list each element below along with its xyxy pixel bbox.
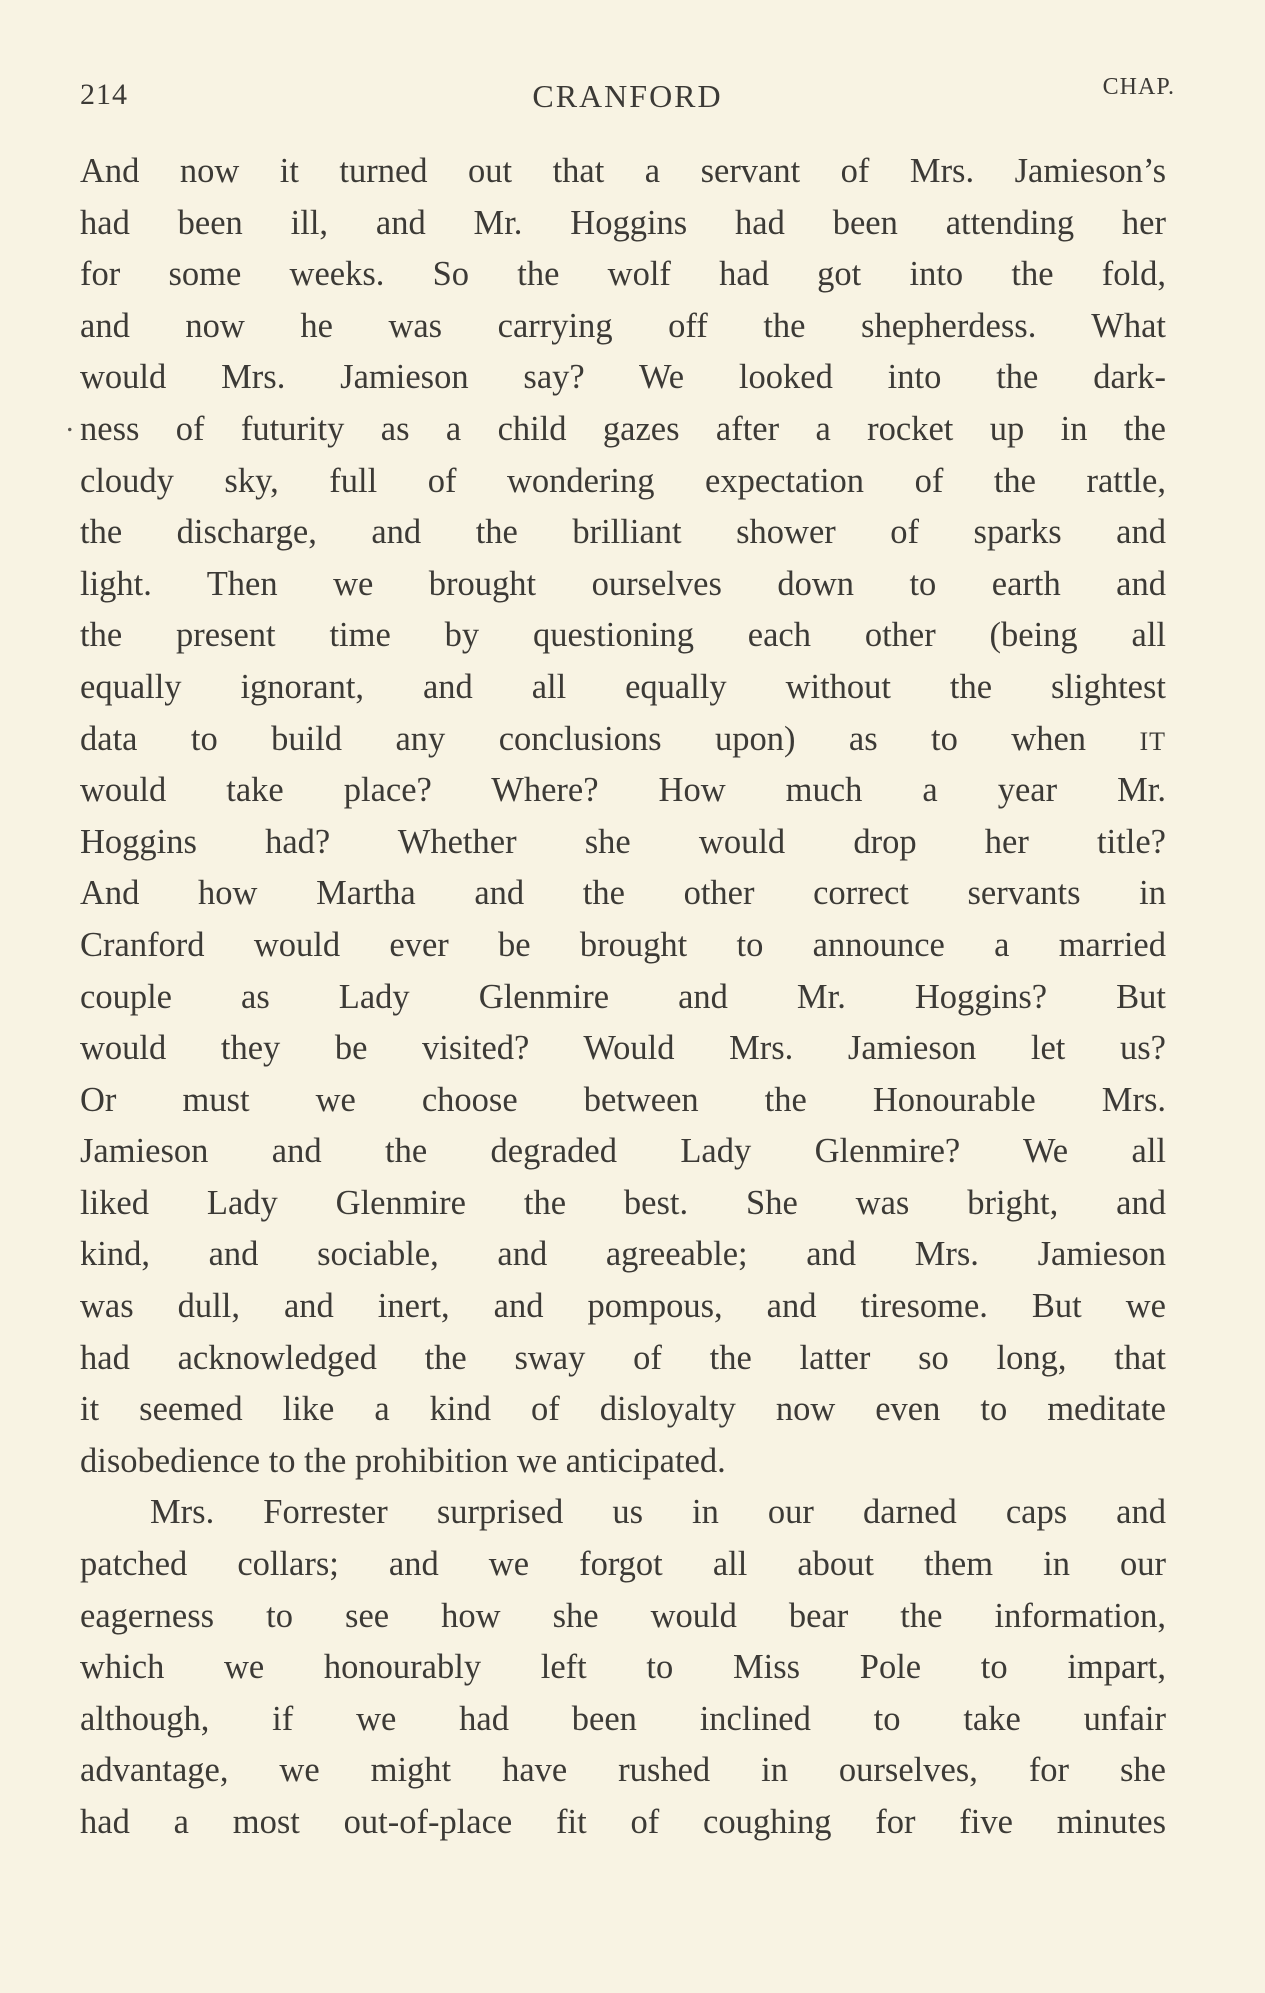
text-line: Hoggins had? Whether she would drop her title?	[80, 822, 1166, 861]
text-line: had acknowledged the sway of the latter so long, that	[80, 1338, 1166, 1377]
text-line: the discharge, and the brilliant shower of sparks and	[80, 513, 1166, 552]
text-line: was dull, and inert, and pompous, and tiresome. But we	[80, 1287, 1166, 1326]
text-line: the present time by questioning each other (being all	[80, 616, 1166, 655]
text-line: equally ignorant, and all equally without the slightest	[80, 667, 1166, 706]
text-line: for some weeks. So the wolf had got into the fold,	[80, 255, 1166, 294]
page-number: 214	[80, 78, 128, 111]
text-line: And how Martha and the other correct servants in	[80, 874, 1166, 913]
text-line: Cranford would ever be brought to announce a married	[80, 925, 1166, 964]
text-line: disobedience to the prohibition we anticipated.	[80, 1441, 726, 1480]
text-line: ness of futurity as a child gazes after a rocket up in the	[80, 409, 1166, 448]
text-line: cloudy sky, full of wondering expectation of the rattle,	[80, 461, 1166, 500]
body-text	[80, 146, 1166, 1849]
text-segment: data to build any conclusions upon) as to when	[80, 719, 1087, 758]
text-line: and now he was carrying off the shepherdess. What	[80, 306, 1166, 345]
text-line: eagerness to see how she would bear the information,	[80, 1596, 1166, 1635]
text-line: kind, and sociable, and agreeable; and Mrs. Jamieson	[80, 1235, 1166, 1274]
text-line: Or must we choose between the Honourable Mrs.	[80, 1080, 1166, 1119]
text-line: would take place? Where? How much a year Mr.	[80, 771, 1166, 810]
text-line: had been ill, and Mr. Hoggins had been attending her	[80, 203, 1166, 242]
text-line: Jamieson and the degraded Lady Glenmire? We all	[80, 1132, 1166, 1171]
paragraph-2	[80, 1487, 1166, 1848]
text-line: And now it turned out that a servant of Mrs. Jamieson’s	[80, 152, 1166, 190]
running-title: CRANFORD	[532, 78, 723, 114]
chapter-label: CHAP.	[1102, 74, 1175, 100]
text-line: patched collars; and we forgot all about them in our	[80, 1545, 1166, 1584]
smallcaps-word: IT	[1139, 726, 1166, 756]
text-line: advantage, we might have rushed in ourselves, for she	[80, 1751, 1166, 1790]
text-line: would Mrs. Jamieson say? We looked into the dark-	[80, 358, 1166, 397]
text-line: which we honourably left to Miss Pole to impart,	[80, 1648, 1166, 1687]
running-head	[80, 74, 1175, 118]
text-line: although, if we had been inclined to take unfair	[80, 1699, 1166, 1738]
margin-mark: .	[66, 405, 74, 438]
text-line: couple as Lady Glenmire and Mr. Hoggins? But	[80, 977, 1166, 1016]
paragraph-1	[80, 146, 1166, 1487]
text-line: Mrs. Forrester surprised us in our darned caps and	[150, 1493, 1166, 1532]
text-line: liked Lady Glenmire the best. She was bright, and	[80, 1183, 1166, 1222]
text-line: had a most out-of-place fit of coughing for five minutes	[80, 1803, 1166, 1841]
text-line: would they be visited? Would Mrs. Jamieson let us?	[80, 1029, 1166, 1068]
text-line-with-smallcaps	[80, 714, 1166, 766]
text-line: light. Then we brought ourselves down to earth and	[80, 564, 1166, 603]
text-line: it seemed like a kind of disloyalty now even to meditate	[80, 1390, 1166, 1429]
